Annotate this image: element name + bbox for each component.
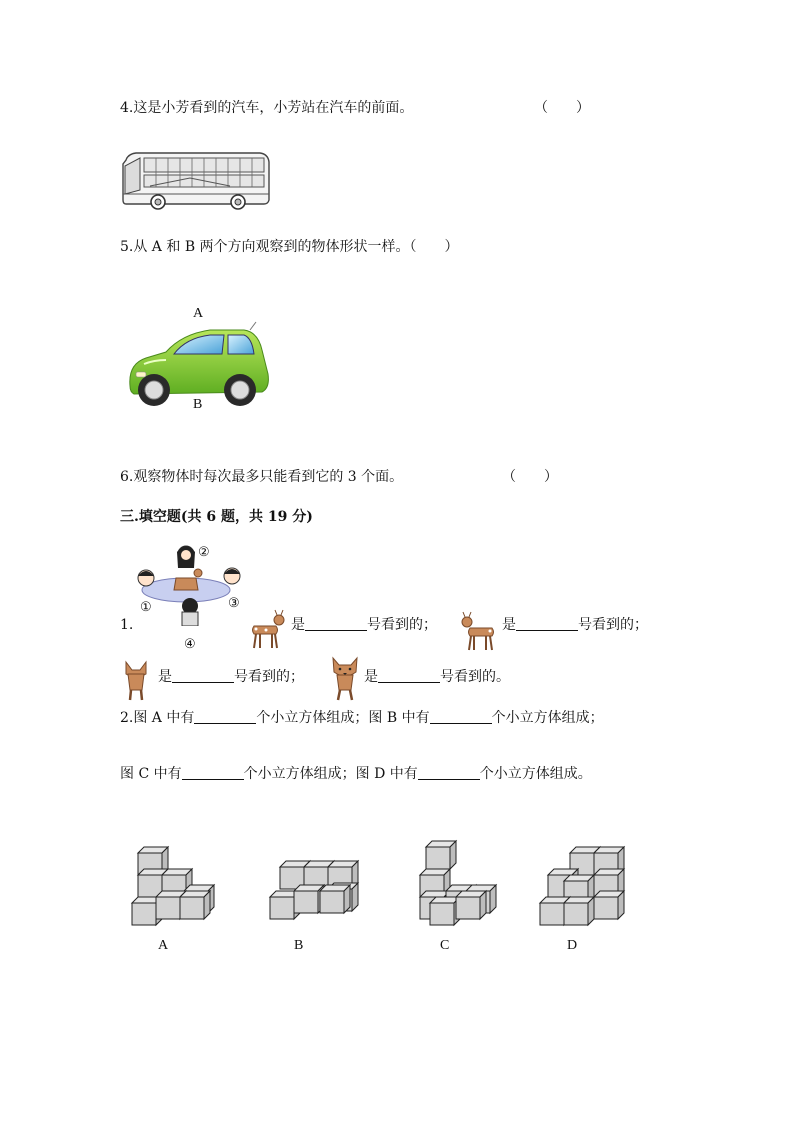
- seen-text: 号看到的；: [578, 617, 648, 633]
- fill-2-text: 个小立方体组成；: [491, 710, 604, 726]
- seen-text: 号看到的。: [440, 669, 510, 685]
- is-text: 是: [502, 617, 516, 633]
- fill-1-part-2: [502, 614, 648, 634]
- cube-figure-d: [540, 847, 624, 925]
- seen-text: 号看到的；: [234, 669, 304, 685]
- fill-2-text: 个小立方体组成；图 D 中有: [243, 766, 418, 782]
- cube-figure-c: [420, 841, 496, 925]
- cube-figure-a: [132, 847, 214, 925]
- blank-2[interactable]: [516, 616, 578, 631]
- observer-mark-4: ④: [184, 637, 196, 652]
- figure-label-a: A: [158, 938, 169, 953]
- fill-2-text: 个小立方体组成；图 B 中有: [256, 710, 430, 726]
- cube-figure-b: [270, 861, 358, 919]
- is-text: 是: [158, 669, 172, 685]
- fill-2-text: 图 C 中有: [120, 766, 182, 782]
- cube-figures: [120, 835, 640, 935]
- fill-1-part-4: [364, 666, 510, 686]
- blank-3[interactable]: [172, 668, 234, 683]
- question-6-answer-paren[interactable]: （ ）: [502, 469, 558, 485]
- blank-figure-c[interactable]: [182, 765, 244, 780]
- question-4: [120, 97, 413, 117]
- car-label-a: A: [193, 306, 204, 321]
- observer-mark-3: ③: [228, 596, 240, 611]
- deer-side-view-reversed-icon: [458, 610, 500, 652]
- question-5: 5.从 A 和 B 两个方向观察到的物体形状一样。（ ）: [120, 239, 459, 255]
- is-text: 是: [291, 617, 305, 633]
- deer-front-view-icon: [328, 656, 362, 702]
- fill-2-line-1: [120, 707, 604, 727]
- blank-figure-d[interactable]: [418, 765, 480, 780]
- blank-1[interactable]: [305, 616, 367, 631]
- observer-mark-2: ②: [198, 545, 210, 560]
- fill-2-line-2: [120, 763, 592, 783]
- car-label-b: B: [193, 397, 203, 412]
- seen-text: 号看到的；: [367, 617, 437, 633]
- fill-2-text: 个小立方体组成。: [479, 766, 592, 782]
- deer-back-view-icon: [120, 660, 152, 702]
- fill-1-number: 1.: [120, 617, 134, 633]
- blank-figure-a[interactable]: [194, 709, 256, 724]
- observer-mark-1: ①: [140, 600, 152, 615]
- question-4-answer-paren[interactable]: （ ）: [534, 100, 590, 116]
- deer-side-view-icon: [246, 608, 288, 650]
- blank-figure-b[interactable]: [430, 709, 492, 724]
- is-text: 是: [364, 669, 378, 685]
- figure-label-b: B: [294, 938, 304, 953]
- fill-2-text: 2.图 A 中有: [120, 710, 195, 726]
- section-3-title: 三.填空题(共 6 题，共 19 分): [120, 509, 313, 525]
- question-4-text: 4.这是小芳看到的汽车，小芳站在汽车的前面。: [120, 100, 414, 116]
- figure-label-c: C: [440, 938, 450, 953]
- blank-4[interactable]: [378, 668, 440, 683]
- fill-1-part-1: [291, 614, 437, 634]
- question-6-text: 6.观察物体时每次最多只能看到它的 3 个面。: [120, 469, 404, 485]
- bus-illustration: [120, 150, 272, 212]
- fill-1-part-3: [158, 666, 304, 686]
- figure-label-d: D: [567, 938, 578, 953]
